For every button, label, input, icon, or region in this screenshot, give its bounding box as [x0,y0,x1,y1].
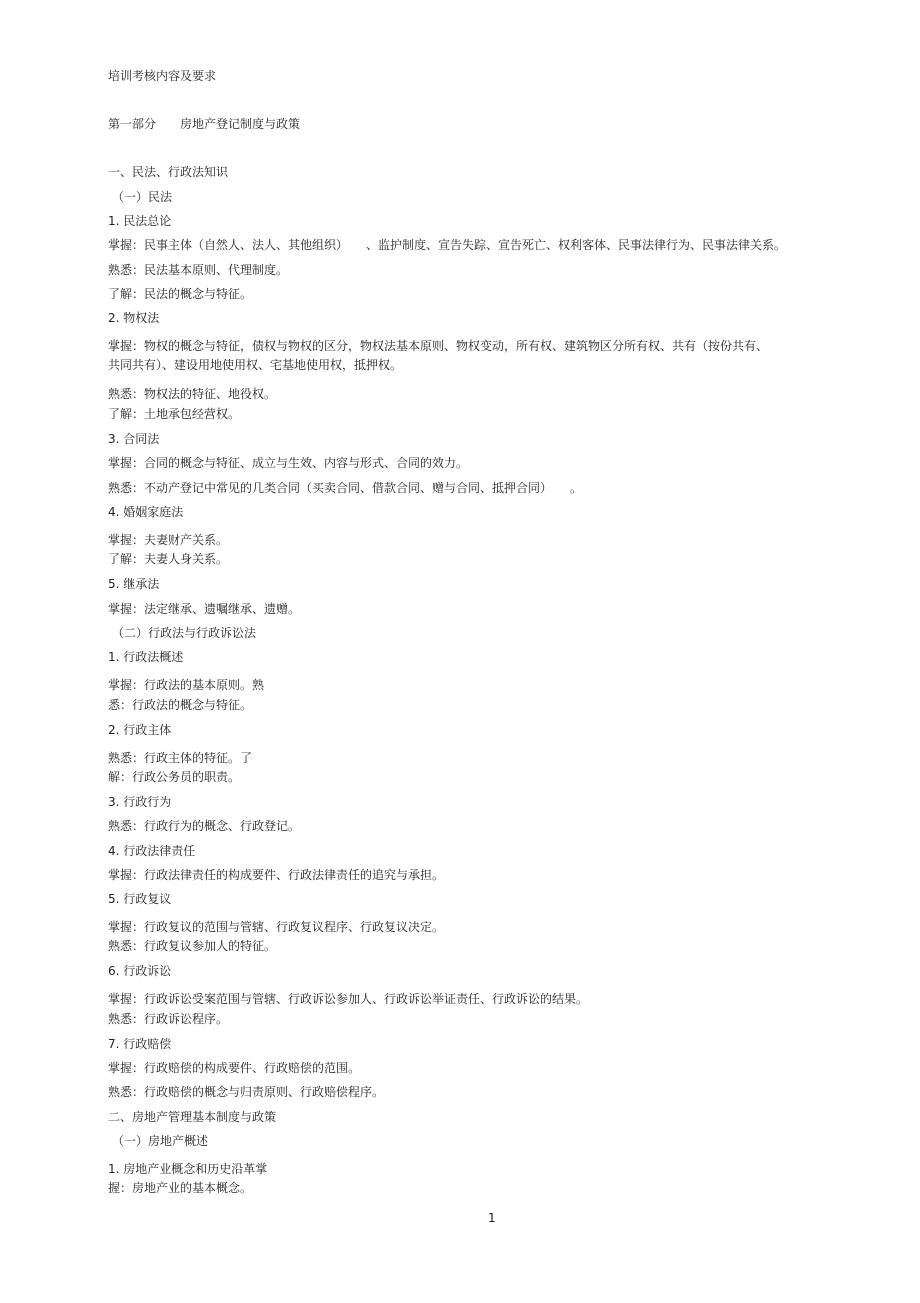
requirement-line: 掌握：行政诉讼受案范围与管辖、行政诉讼参加人、行政诉讼举证责任、行政诉讼的结果。 [108,992,589,1006]
requirement-line: 掌握：行政法律责任的构成要件、行政法律责任的追究与承担。 [108,868,445,882]
requirement-line: 熟悉：行政复议参加人的特征。 [108,939,277,953]
requirement-line: 掌握：行政赔偿的构成要件、行政赔偿的范围。 [108,1061,361,1075]
requirement-line: 掌握：法定继承、遗嘱继承、遗赠。 [108,602,301,616]
requirement-line: 掌握：夫妻财产关系。 [108,533,229,547]
requirement-line-continued: 共同共有）、建设用地使用权、宅基地使用权，抵押权。 [108,358,403,372]
requirement-line: 掌握：行政法的基本原则。熟 [108,678,265,692]
topic-heading: 7. 行政赔偿 [108,1037,172,1051]
subsection-heading: （一）房地产概述 [112,1134,209,1148]
requirement-line: 解：行政公务员的职责。 [108,770,241,784]
subsection-heading: （二）行政法与行政诉讼法 [112,626,257,640]
part-heading [108,116,300,132]
section-heading: 一、民法、行政法知识 [108,165,229,179]
topic-heading: 2. 行政主体 [108,723,172,737]
part-title: 房地产登记制度与政策 [180,117,301,131]
requirement-line: 掌握：合同的概念与特征、成立与生效、内容与形式、合同的效力。 [108,456,469,470]
topic-heading: 4. 婚姻家庭法 [108,505,184,519]
topic-heading: 4. 行政法律责任 [108,844,196,858]
requirement-line: 熟悉：行政主体的特征。了 [108,751,253,765]
section-heading: 二、房地产管理基本制度与政策 [108,1110,277,1124]
requirement-line: 悉：行政法的概念与特征。 [108,698,253,712]
requirement-line: 握：房地产业的基本概念。 [108,1181,253,1195]
subsection-heading: （一）民法 [112,190,173,204]
requirement-line: 熟悉：行政赔偿的概念与归责原则、行政赔偿程序。 [108,1085,385,1099]
requirement-line: 掌握：民事主体（自然人、法人、其他组织） 、监护制度、宣告失踪、宣告死亡、权利客体、民事法律行为、民事法律关系。 [108,238,787,252]
topic-heading: 2. 物权法 [108,311,160,325]
requirement-line: 掌握：行政复议的范围与管辖、行政复议程序、行政复议决定。 [108,920,445,934]
topic-heading: 3. 行政行为 [108,795,172,809]
requirement-line: 熟悉：行政诉讼程序。 [108,1012,229,1026]
topic-heading: 6. 行政诉讼 [108,964,172,978]
page-number: 1 [488,1211,496,1225]
requirement-line: 掌握：物权的概念与特征，债权与物权的区分，物权法基本原则、物权变动，所有权、建筑物区分所有权、共有（按份共有、 [108,339,769,353]
requirement-line: 熟悉：民法基本原则、代理制度。 [108,263,289,277]
topic-heading: 1. 民法总论 [108,214,172,228]
topic-heading: 3. 合同法 [108,432,160,446]
requirement-line: 熟悉：行政行为的概念、行政登记。 [108,819,301,833]
topic-heading: 1. 房地产业概念和历史沿革掌 [108,1162,268,1176]
document-title: 培训考核内容及要求 [108,69,217,83]
part-label: 第一部分 [108,117,157,131]
requirement-line: 了解：夫妻人身关系。 [108,552,229,566]
topic-heading: 1. 行政法概述 [108,650,184,664]
topic-heading: 5. 行政复议 [108,892,172,906]
requirement-line: 熟悉：物权法的特征、地役权。 [108,387,277,401]
requirement-line: 了解：土地承包经营权。 [108,407,241,421]
topic-heading: 5. 继承法 [108,577,160,591]
requirement-line: 了解：民法的概念与特征。 [108,287,253,301]
requirement-line: 熟悉：不动产登记中常见的几类合同（买卖合同、借款合同、赠与合同、抵押合同） 。 [108,481,583,495]
